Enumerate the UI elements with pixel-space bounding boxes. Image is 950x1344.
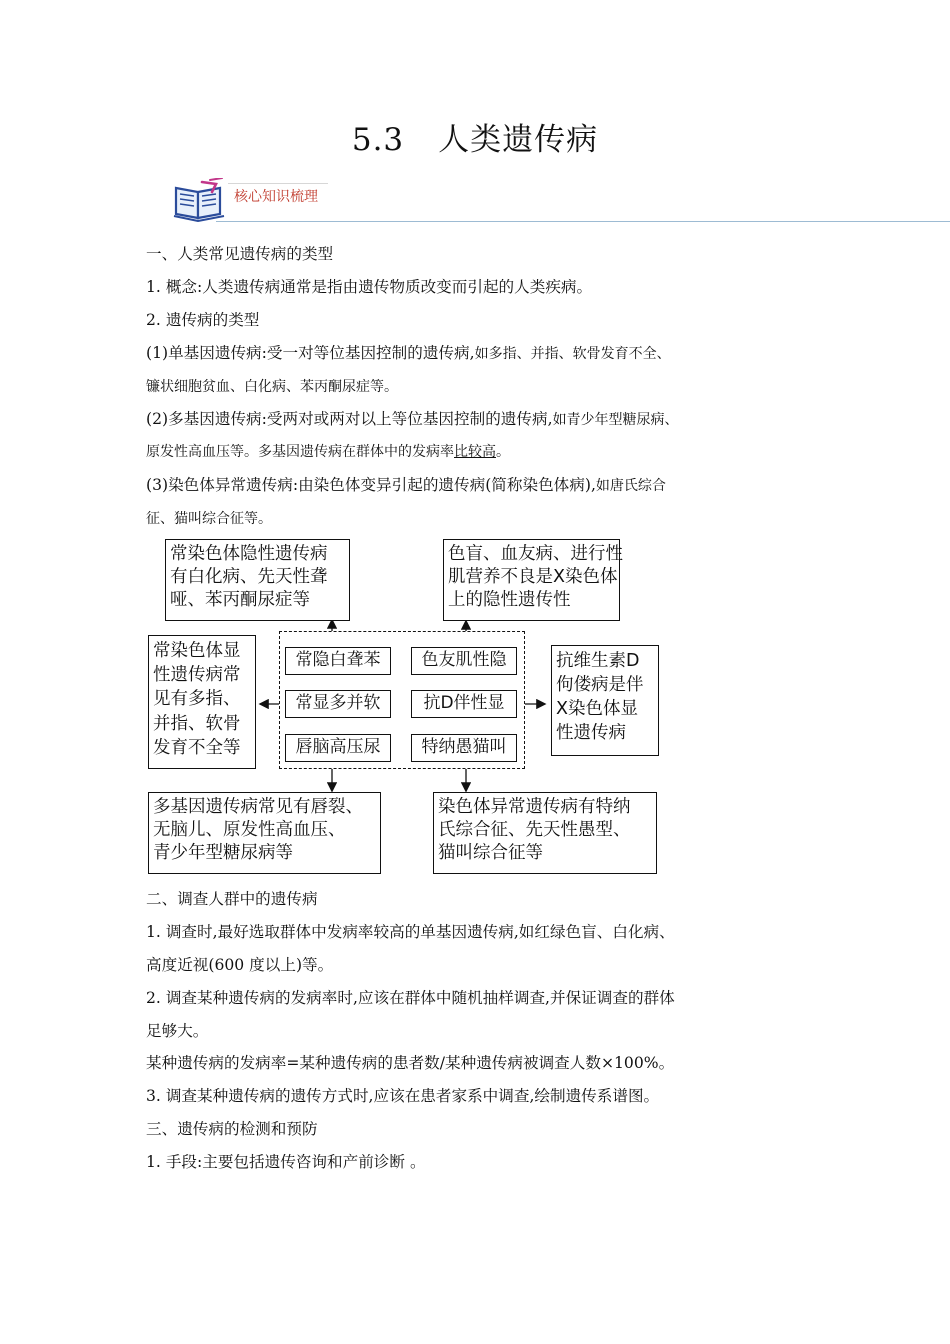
- box-text: 氏综合征、先天性愚型、: [438, 820, 631, 840]
- mnemonic-box: 常显多并软: [285, 690, 391, 718]
- text-line: 征、猫叫综合征等。: [146, 511, 272, 527]
- box-text: 青少年型糖尿病等: [153, 843, 293, 863]
- text-line: 2. 调查某种遗传病的发病率时,应该在群体中随机抽样调查,并保证调查的群体: [146, 989, 675, 1007]
- text-line: 2. 遗传病的类型: [146, 311, 260, 329]
- box-autosomal-dominant: [148, 635, 256, 769]
- text-line: [146, 475, 806, 496]
- text-line: [146, 442, 806, 462]
- box-text: 色盲、血友病、进行性: [448, 544, 623, 564]
- box-text: 性遗传病常: [153, 665, 241, 686]
- title-text: 人类遗传病: [438, 122, 599, 158]
- text-segment: 原发性高血压等。多基因遗传病在群体中的发病率: [146, 444, 454, 460]
- text-line: 某种遗传病的发病率=某种遗传病的患者数/某种遗传病被调查人数×100%。: [146, 1054, 675, 1072]
- badge-top-rule: [228, 183, 328, 184]
- underlined-answer: 比较高: [454, 444, 496, 460]
- box-chromosomal: [433, 792, 657, 874]
- page-title: [0, 114, 950, 159]
- box-text: 肌营养不良是X染色体: [448, 567, 618, 587]
- text-line: 足够大。: [146, 1022, 209, 1040]
- text-segment: 如青少年型糖尿病、: [552, 412, 679, 428]
- box-polygenic: [148, 792, 381, 874]
- box-text: 常染色体显: [153, 641, 241, 661]
- box-autosomal-recessive: [165, 539, 350, 621]
- mnemonic-box: 抗D伴性显: [411, 690, 517, 718]
- text-segment: (2)多基因遗传病:受两对或两对以上等位基因控制的遗传病,: [146, 410, 553, 428]
- text-line: 高度近视(600 度以上)等。: [146, 956, 334, 974]
- genetic-disease-diagram: [146, 535, 666, 880]
- box-text: 并指、软骨: [153, 713, 241, 734]
- text-line: 3. 调查某种遗传病的遗传方式时,应该在患者家系中调查,绘制遗传系谱图。: [146, 1087, 660, 1105]
- box-text: 哑、苯丙酮尿症等: [170, 590, 310, 610]
- heading-3: 三、遗传病的检测和预防: [146, 1120, 318, 1138]
- box-text: 染色体异常遗传病有特纳: [438, 797, 631, 817]
- box-text: 发育不全等: [153, 737, 241, 758]
- section-badge-label: 核心知识梳理: [234, 189, 318, 205]
- mnemonic-box: 色友肌性隐: [411, 647, 517, 675]
- mnemonic-box: 唇脑高压尿: [285, 734, 391, 762]
- box-text: 抗维生素D: [556, 651, 640, 671]
- box-text: X染色体显: [556, 699, 638, 719]
- text-segment: (1)单基因遗传病:受一对等位基因控制的遗传病,: [146, 344, 475, 362]
- text-line: 镰状细胞贫血、白化病、苯丙酮尿症等。: [146, 379, 398, 395]
- box-text: 性遗传病: [556, 723, 626, 743]
- text-segment: 如多指、并指、软骨发育不全、: [474, 346, 671, 362]
- box-text: 有白化病、先天性聋: [170, 567, 328, 587]
- box-text: 见有多指、: [153, 689, 241, 710]
- box-x-linked-dominant: [551, 645, 659, 756]
- open-book-icon: [172, 178, 226, 222]
- text-segment: 。: [496, 444, 510, 460]
- box-text: 多基因遗传病常见有唇裂、: [153, 797, 363, 817]
- text-line: 1. 手段:主要包括遗传咨询和产前诊断 。: [146, 1153, 426, 1171]
- box-text: 上的隐性遗传性: [448, 590, 571, 610]
- box-text: 常染色体隐性遗传病: [170, 544, 328, 564]
- box-text: 无脑儿、原发性高血压、: [153, 820, 346, 840]
- text-line: [146, 409, 806, 430]
- text-line: 1. 调查时,最好选取群体中发病率较高的单基因遗传病,如红绿色盲、白化病、: [146, 923, 675, 941]
- text-segment: (3)染色体异常遗传病:由染色体变异引起的遗传病(简称染色体病),: [146, 476, 596, 494]
- box-text: 佝偻病是伴: [556, 675, 644, 695]
- text-line: 1. 概念:人类遗传病通常是指由遗传物质改变而引起的人类疾病。: [146, 278, 593, 296]
- badge-rule: [216, 221, 950, 222]
- heading-1: 一、人类常见遗传病的类型: [146, 245, 334, 263]
- section-badge: [172, 176, 950, 222]
- box-text: 猫叫综合征等: [438, 843, 543, 863]
- box-x-linked-recessive: [443, 539, 623, 621]
- title-number: 5.3: [351, 122, 405, 158]
- mnemonic-box: 特纳愚猫叫: [411, 734, 517, 762]
- text-line: [146, 343, 806, 364]
- mnemonic-box: 常隐白聋苯: [285, 647, 391, 675]
- text-segment: 如唐氏综合: [595, 478, 666, 494]
- heading-2: 二、调查人群中的遗传病: [146, 890, 318, 908]
